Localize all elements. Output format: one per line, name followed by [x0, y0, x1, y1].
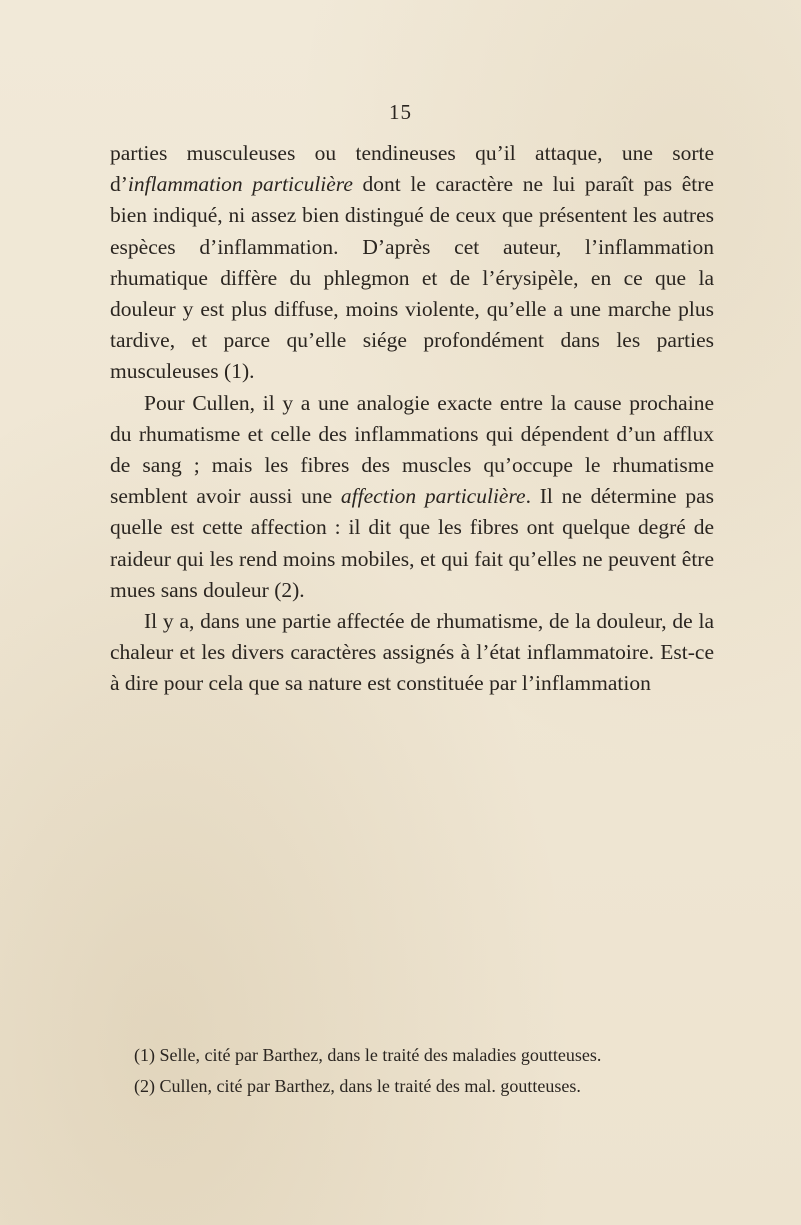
paragraph-2-text-c: . Il ne détermine pas quelle est cette affection : il dit que les fibres ont quelque degré de raideur qui les rend moins mobiles, et qui fait qu’elles ne peuvent être mues sans douleur (2). [110, 484, 715, 602]
paragraph-1-text-c: dont le caractère ne lui paraît pas être bien indiqué, ni assez bien distingué de ceux que présentent les autres espèces d’inflammation. D’après cet auteur, l’inflammation rhumatique diffère du phlegmon et de l’érysipèle, en ce que la douleur y est plus diffuse, moins violente, qu’elle a une marche plus tardive, et parce qu’elle siége profondément dans les parties musculeuses (1). [110, 172, 714, 384]
footnote-1: (1) Selle, cité par Barthez, dans le traité des maladies goutteuses. [134, 1045, 602, 1065]
paragraph-1 [110, 138, 714, 388]
paragraph-1-emphasis: inflammation particulière [127, 172, 353, 197]
paragraph-2 [110, 388, 714, 606]
paragraph-1-text-a: parties musculeuses ou tendineuses qu’il attaque, une sorte d’ [110, 141, 714, 197]
page-number: 15 [389, 100, 412, 124]
paragraph-2-text-a: Pour Cullen, il y a une analogie exacte entre la cause prochaine du rhumatisme et celle des inflammations qui dépendent d’un afflux de sang ; mais les fibres des muscles qu’occupe le rhumatisme semblent avoir aussi une [110, 390, 714, 509]
footnotes [110, 1043, 714, 1105]
paragraph-2-emphasis: affection particulière [340, 484, 526, 509]
footnote-2: (2) Cullen, cité par Barthez, dans le traité des mal. goutteuses. [134, 1076, 581, 1096]
paragraph-3: Il y a, dans une partie affectée de rhumatisme, de la douleur, de la chaleur et les divers caractères assignés à l’état inflammatoire. Est-ce à dire pour cela que sa nature est constituée par l’inflammation [110, 609, 714, 696]
body-text [110, 138, 714, 700]
